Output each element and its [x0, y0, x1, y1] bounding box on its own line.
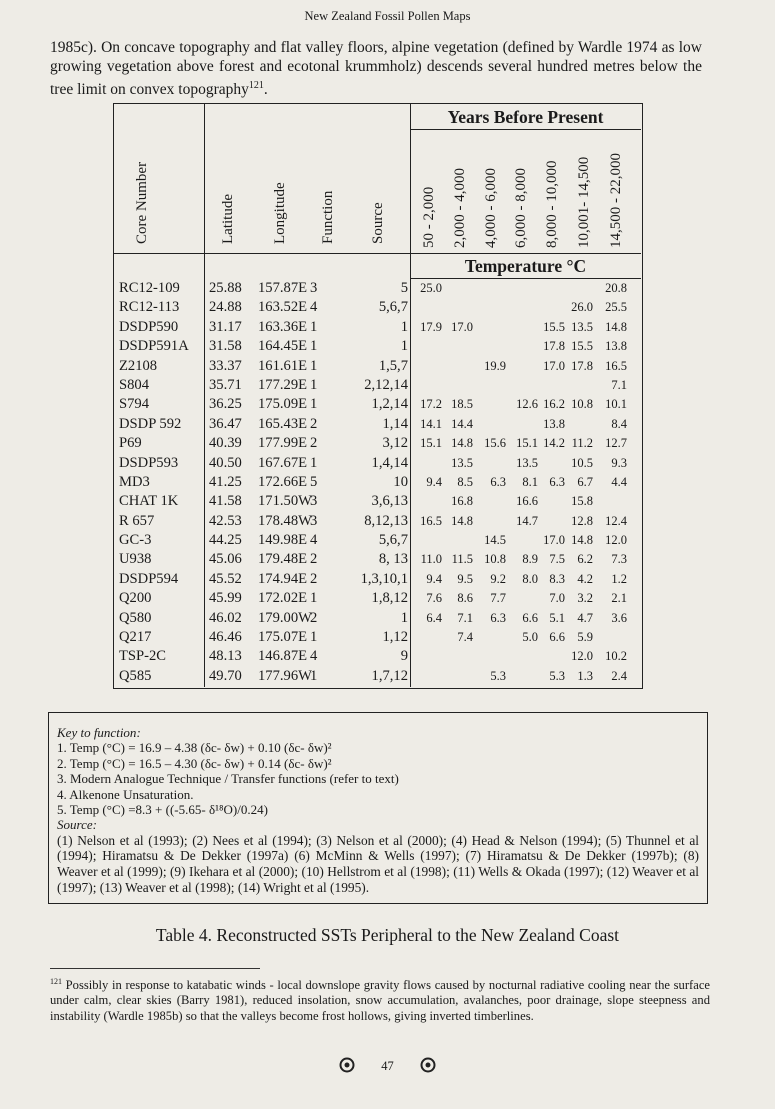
column-header: Longitude	[272, 182, 288, 244]
core-number-cell: Q580	[119, 609, 152, 626]
temperature-cell: 16.2	[543, 397, 565, 412]
latitude-cell: 40.50	[209, 454, 242, 471]
key-box: Key to function: 1. Temp (°C) = 16.9 – 4.38 (δc- δw) + 0.10 (δc- δw)² 2. Temp (°C) = 16.5 – 4.30 (δc- δw) + 0.14 (δc- δw)² 3. Modern Analogue Technique / Transfer functions (refer to text) 4. Alkenone Unsaturation. 5. Temp (°C) =8.3 + ((-5.65- δ¹⁸O)/0.24) Source: (1) Nelson et al (1993); (2) Nees et al (1994); (3) Nelson et al (2000); (4) Head & Nelson (1994); (5) Thunnel et al (1994); Hiramatsu & De Dekker (1997a) (6) McMinn & Wells (1997); (7) Hiramatsu & De Dekker (1997b); (8) Weaver et al (1999); (9) Ikehara et al (2000); (10) Hellstrom et al (1998); (11) Wells & Okada (1997); (12) Weaver et al (1997); (13) Weaver et al (1998); (14) Wright et al (1995).	[48, 712, 708, 904]
temperature-cell: 1.3	[577, 668, 593, 683]
latitude-cell: 45.99	[209, 590, 242, 607]
table-row	[114, 609, 642, 628]
source-title: Source	[57, 817, 93, 833]
latitude-cell: 31.17	[209, 318, 242, 335]
temperature-cell: 6.6	[522, 610, 538, 625]
temperature-cell: 15.5	[571, 339, 593, 354]
latitude-cell: 41.25	[209, 473, 242, 490]
table-row	[114, 667, 642, 686]
intro-text: 1985c). On concave topography and flat valley floors, alpine vegetation (defined by Wardle 1974 as low growing vegetation above forest and ecotonal krummholz) descends several hundred metres below the tree limit on convex topography	[50, 39, 702, 99]
function-cell: 1	[310, 454, 318, 471]
temperature-cell: 6.3	[549, 474, 565, 489]
temperature-cell: 15.1	[516, 436, 538, 451]
function-cell: 1	[310, 667, 318, 684]
key-title: Key to function	[57, 725, 137, 740]
temperature-cell: 14.1	[420, 416, 442, 431]
temperature-cell: 5.3	[490, 668, 506, 683]
key-item: 5. Temp (°C) =8.3 + ((-5.65- δ¹⁸O)/0.24)	[57, 802, 268, 818]
function-cell: 1	[310, 357, 318, 374]
longitude-cell: 165.43E	[258, 415, 308, 432]
core-number-cell: Q585	[119, 667, 152, 684]
temperature-cell: 8.5	[457, 474, 473, 489]
running-head: New Zealand Fossil Pollen Maps	[304, 9, 471, 23]
latitude-cell: 45.06	[209, 551, 242, 568]
key-item: 2. Temp (°C) = 16.5 – 4.30 (δc- δw) + 0.14 (δc- δw)²	[57, 755, 332, 771]
source-cell: 1,8,12	[371, 590, 408, 607]
table-row	[114, 570, 642, 589]
function-cell: 2	[310, 435, 318, 452]
longitude-cell: 167.67E	[258, 454, 308, 471]
core-number-cell: GC-3	[119, 532, 152, 549]
temperature-cell: 7.0	[549, 591, 565, 606]
latitude-cell: 42.53	[209, 512, 242, 529]
page-number: 47	[381, 1059, 394, 1073]
longitude-cell: 172.66E	[258, 473, 308, 490]
core-number-cell: Q200	[119, 590, 152, 607]
temperature-cell: 7.4	[457, 630, 473, 645]
temperature-cell: 3.6	[611, 610, 627, 625]
temperature-cell: 6.7	[577, 474, 593, 489]
longitude-cell: 178.48W	[258, 512, 312, 529]
table-row	[114, 492, 642, 511]
temperature-cell: 18.5	[451, 397, 473, 412]
intro-paragraph	[50, 38, 702, 99]
temperature-cell: 17.8	[571, 358, 593, 373]
source-cell: 1,7,12	[371, 667, 408, 684]
longitude-cell: 163.36E	[258, 318, 308, 335]
age-column-header: 50 - 2,000	[421, 186, 437, 248]
footnote-number: 121	[50, 977, 62, 986]
temperature-cell: 14.2	[543, 436, 565, 451]
temperature-cell: 16.5	[420, 513, 442, 528]
function-cell: 2	[310, 551, 318, 568]
temperature-cell: 17.0	[543, 358, 565, 373]
temperature-cell: 13.5	[571, 319, 593, 334]
rule-h	[114, 253, 641, 254]
table-row	[114, 589, 642, 608]
latitude-cell: 24.88	[209, 299, 242, 316]
latitude-cell: 36.47	[209, 415, 242, 432]
table-row	[114, 454, 642, 473]
temperature-cell: 10.1	[605, 397, 627, 412]
temperature-cell: 6.6	[549, 630, 565, 645]
source-cell: 5	[400, 280, 408, 296]
temperature-cell: 6.3	[490, 474, 506, 489]
temperature-cell: 4.2	[577, 571, 593, 586]
longitude-cell: 175.07E	[258, 629, 308, 646]
temperature-cell: 14.7	[516, 513, 538, 528]
function-cell: 3	[310, 512, 318, 529]
temperature-cell: 14.8	[451, 513, 473, 528]
source-cell: 3,12	[382, 435, 408, 452]
function-cell: 1	[310, 396, 318, 413]
temperature-cell: 7.1	[611, 377, 627, 392]
function-cell: 4	[310, 299, 318, 316]
temperature-cell: 19.9	[484, 358, 506, 373]
source-text: (1) Nelson et al (1993); (2) Nees et al (1994); (3) Nelson et al (2000); (4) Head & Nelson (1994); (5) Thunnel et al (1994); Hiramatsu & De Dekker (1997a) (6) McMinn & Wells (1997); (7) Hiramatsu & De Dekker (1997b); (8) Weaver et al (1999); (9) Ikehara et al (2000); (10) Hellstrom et al (1998); (11) Wells & Okada (1997); (12) Weaver et al (1997); (13) Weaver et al (1998); (14) Wright et al (1995).	[57, 832, 699, 895]
function-cell: 2	[310, 570, 318, 587]
core-number-cell: TSP-2C	[119, 648, 167, 665]
temperature-cell: 9.2	[490, 571, 506, 586]
temperature-cell: 8.6	[457, 591, 473, 606]
source-cell: 8, 13	[378, 551, 408, 568]
source-cell: 9	[400, 648, 408, 665]
temperature-cell: 10.8	[484, 552, 506, 567]
function-cell: 1	[310, 629, 318, 646]
latitude-cell: 46.46	[209, 629, 242, 646]
temperature-cell: 13.5	[516, 455, 538, 470]
table-row	[114, 628, 642, 647]
temperature-header: Temperature °C	[464, 256, 587, 276]
function-cell: 1	[310, 590, 318, 607]
temperature-cell: 12.0	[605, 533, 627, 548]
latitude-cell: 31.58	[209, 338, 242, 355]
column-header: Function	[320, 190, 336, 244]
core-number-cell: DSDP591A	[119, 338, 189, 355]
core-number-cell: Q217	[119, 629, 152, 646]
longitude-cell: 177.96W	[258, 667, 312, 684]
source-cell: 3,6,13	[371, 493, 408, 510]
temperature-cell: 15.6	[484, 436, 506, 451]
temperature-cell: 8.1	[522, 474, 538, 489]
function-cell: 2	[310, 609, 318, 626]
temperature-cell: 9.3	[611, 455, 627, 470]
table-row	[114, 279, 642, 298]
temperature-cell: 8.3	[549, 571, 565, 586]
column-header: Latitude	[220, 194, 236, 244]
table-row	[114, 395, 642, 414]
table-row	[114, 337, 642, 356]
temperature-cell: 1.2	[611, 571, 627, 586]
temperature-cell: 14.8	[605, 319, 627, 334]
longitude-cell: 177.29E	[258, 376, 308, 393]
table-row	[114, 357, 642, 376]
core-number-cell: Z2108	[119, 357, 158, 374]
temperature-cell: 12.8	[571, 513, 593, 528]
temperature-cell: 6.3	[490, 610, 506, 625]
temperature-cell: 4.7	[577, 610, 593, 625]
latitude-cell: 41.58	[209, 493, 242, 510]
temperature-cell: 8.9	[522, 552, 538, 567]
temperature-cell: 6.2	[577, 552, 593, 567]
key-item: 4. Alkenone Unsaturation.	[57, 786, 194, 802]
temperature-cell: 6.4	[426, 610, 442, 625]
temperature-cell: 25.0	[420, 281, 442, 295]
core-number-cell: S804	[119, 376, 150, 393]
table-body	[114, 279, 642, 686]
temperature-cell: 17.0	[451, 319, 473, 334]
core-number-cell: S794	[119, 396, 150, 413]
source-cell: 1,5,7	[378, 357, 408, 374]
temperature-cell: 2.4	[611, 668, 627, 683]
core-number-cell: R 657	[119, 512, 155, 529]
longitude-cell: 163.52E	[258, 299, 308, 316]
temperature-cell: 10.8	[571, 397, 593, 412]
latitude-cell: 40.39	[209, 435, 242, 452]
temperature-cell: 17.8	[543, 339, 565, 354]
source-cell: 8,12,13	[364, 512, 408, 529]
temperature-cell: 8.0	[522, 571, 538, 586]
longitude-cell: 149.98E	[258, 532, 308, 549]
table-row	[114, 531, 642, 550]
temperature-cell: 7.3	[611, 552, 627, 567]
function-cell: 3	[310, 493, 318, 510]
temperature-cell: 17.2	[420, 397, 442, 412]
temperature-cell: 15.1	[420, 436, 442, 451]
longitude-cell: 157.87E	[258, 280, 308, 296]
function-cell: 1	[310, 376, 318, 393]
core-number-cell: MD3	[119, 473, 150, 490]
longitude-cell: 161.61E	[258, 357, 308, 374]
longitude-cell: 174.94E	[258, 570, 308, 587]
table-row	[114, 473, 642, 492]
source-cell: 5,6,7	[378, 532, 408, 549]
source-cell: 5,6,7	[378, 299, 408, 316]
temperature-cell: 11.0	[420, 552, 442, 567]
temperature-cell: 14.8	[571, 533, 593, 548]
column-header: Core Number	[134, 161, 150, 244]
key-item: 1. Temp (°C) = 16.9 – 4.38 (δc- δw) + 0.10 (δc- δw)²	[57, 740, 332, 756]
core-number-cell: RC12-109	[119, 280, 180, 296]
latitude-cell: 33.37	[209, 357, 242, 374]
temperature-cell: 8.4	[611, 416, 627, 431]
source-cell: 1,3,10,1	[360, 570, 408, 587]
temperature-cell: 25.5	[605, 300, 627, 315]
age-column-header: 2,000 - 4,000	[452, 168, 468, 248]
latitude-cell: 36.25	[209, 396, 242, 413]
latitude-cell: 45.52	[209, 570, 242, 587]
temperature-cell: 2.1	[611, 591, 627, 606]
temperature-cell: 20.8	[605, 281, 627, 295]
temperature-cell: 16.6	[516, 494, 538, 509]
temperature-cell: 11.2	[571, 436, 593, 451]
temperature-cell: 15.5	[543, 319, 565, 334]
longitude-cell: 177.99E	[258, 435, 308, 452]
table-row	[114, 647, 642, 666]
temperature-cell: 9.5	[457, 571, 473, 586]
temperature-cell: 9.4	[426, 571, 442, 586]
function-cell: 1	[310, 338, 318, 355]
latitude-cell: 48.13	[209, 648, 242, 665]
temperature-cell: 7.7	[490, 591, 506, 606]
temperature-cell: 16.8	[451, 494, 473, 509]
temperature-cell: 5.0	[522, 630, 538, 645]
footnote	[50, 974, 710, 1024]
source-cell: 1,2,14	[371, 396, 408, 413]
latitude-cell: 25.88	[209, 280, 242, 296]
core-number-cell: P69	[119, 435, 142, 452]
function-cell: 3	[310, 280, 318, 296]
source-cell: 1,12	[382, 629, 408, 646]
longitude-cell: 164.45E	[258, 338, 308, 355]
column-header: Source	[370, 202, 386, 244]
latitude-cell: 46.02	[209, 609, 242, 626]
longitude-cell: 146.87E	[258, 648, 308, 665]
footnote-rule	[50, 968, 260, 969]
core-number-cell: DSDP590	[119, 318, 179, 335]
core-number-cell: DSDP593	[119, 454, 179, 471]
longitude-cell: 175.09E	[258, 396, 308, 413]
temperature-cell: 5.9	[577, 630, 593, 645]
temperature-cell: 17.9	[420, 319, 442, 334]
temperature-cell: 12.0	[571, 649, 593, 664]
latitude-cell: 44.25	[209, 532, 242, 549]
table-row	[114, 512, 642, 531]
age-column-header: 4,000 - 6,000	[483, 168, 499, 248]
temperature-cell: 10.5	[571, 455, 593, 470]
key-item: 3. Modern Analogue Technique / Transfer functions (refer to text)	[57, 771, 399, 787]
temperature-cell: 7.6	[426, 591, 442, 606]
table-row	[114, 434, 642, 453]
footnote-text: Possibly in response to katabatic winds - local downslope gravity flows caused by nocturnal radiative cooling near the surface under calm, clear skies (Barry 1981), reduced insolation, snow accumulation, avalanches, poor drainage, slope steepness and instability (Wardle 1985b) so that the valleys become frost hollows, giving inverted timberlines.	[50, 978, 710, 1023]
table-row	[114, 376, 642, 395]
longitude-cell: 179.00W	[258, 609, 312, 626]
temperature-cell: 15.8	[571, 494, 593, 509]
latitude-cell: 35.71	[209, 376, 242, 393]
temperature-cell: 12.7	[605, 436, 627, 451]
temperature-cell: 9.4	[426, 474, 442, 489]
temperature-cell: 13.5	[451, 455, 473, 470]
function-cell: 1	[310, 318, 318, 335]
temperature-cell: 16.5	[605, 358, 627, 373]
temperature-cell: 4.4	[611, 474, 627, 489]
table-caption: Table 4. Reconstructed SSTs Peripheral to the New Zealand Coast	[155, 925, 620, 945]
temperature-cell: 14.5	[484, 533, 506, 548]
age-column-header: 6,000 - 8,000	[513, 168, 529, 248]
ornament-icon	[419, 1056, 437, 1074]
function-cell: 4	[310, 648, 318, 665]
temperature-cell: 5.1	[549, 610, 565, 625]
core-number-cell: RC12-113	[119, 299, 180, 316]
function-cell: 4	[310, 532, 318, 549]
temperature-cell: 5.3	[549, 668, 565, 683]
temperature-cell: 11.5	[451, 552, 473, 567]
temperature-cell: 26.0	[571, 300, 593, 315]
temperature-cell: 7.5	[549, 552, 565, 567]
temperature-cell: 12.6	[516, 397, 538, 412]
temperature-cell: 12.4	[605, 513, 627, 528]
age-column-header: 8,000 - 10,000	[544, 160, 560, 248]
table-row	[114, 298, 642, 317]
core-number-cell: U938	[119, 551, 152, 568]
temperature-cell: 17.0	[543, 533, 565, 548]
temperature-cell: 7.1	[457, 610, 473, 625]
table-row	[114, 415, 642, 434]
latitude-cell: 49.70	[209, 667, 242, 684]
temperature-cell: 10.2	[605, 649, 627, 664]
source-cell: 1	[400, 609, 408, 626]
age-column-header: 14,500 - 22,000	[608, 153, 624, 248]
sst-table	[113, 103, 643, 689]
core-number-cell: DSDP 592	[119, 415, 182, 432]
source-cell: 1	[400, 338, 408, 355]
temperature-cell: 3.2	[577, 591, 593, 606]
source-cell: 2,12,14	[364, 376, 408, 393]
temperature-cell: 13.8	[543, 416, 565, 431]
temperature-cell: 14.4	[451, 416, 473, 431]
temperature-cell: 14.8	[451, 436, 473, 451]
longitude-cell: 172.02E	[258, 590, 308, 607]
years-header: Years Before Present	[447, 107, 604, 127]
function-cell: 5	[310, 473, 318, 490]
table-row	[114, 550, 642, 569]
core-number-cell: CHAT 1K	[119, 493, 179, 510]
source-cell: 1,14	[382, 415, 408, 432]
temperature-cell: 13.8	[605, 339, 627, 354]
core-number-cell: DSDP594	[119, 570, 179, 587]
footnote-ref: 121	[248, 80, 264, 91]
longitude-cell: 171.50W	[258, 493, 312, 510]
source-cell: 10	[393, 473, 408, 490]
function-cell: 2	[310, 415, 318, 432]
intro-tail: .	[263, 81, 268, 99]
source-cell: 1,4,14	[371, 454, 408, 471]
table-row	[114, 318, 642, 337]
source-cell: 1	[400, 318, 408, 335]
age-column-header: 10,001- 14,500	[576, 156, 592, 248]
longitude-cell: 179.48E	[258, 551, 308, 568]
